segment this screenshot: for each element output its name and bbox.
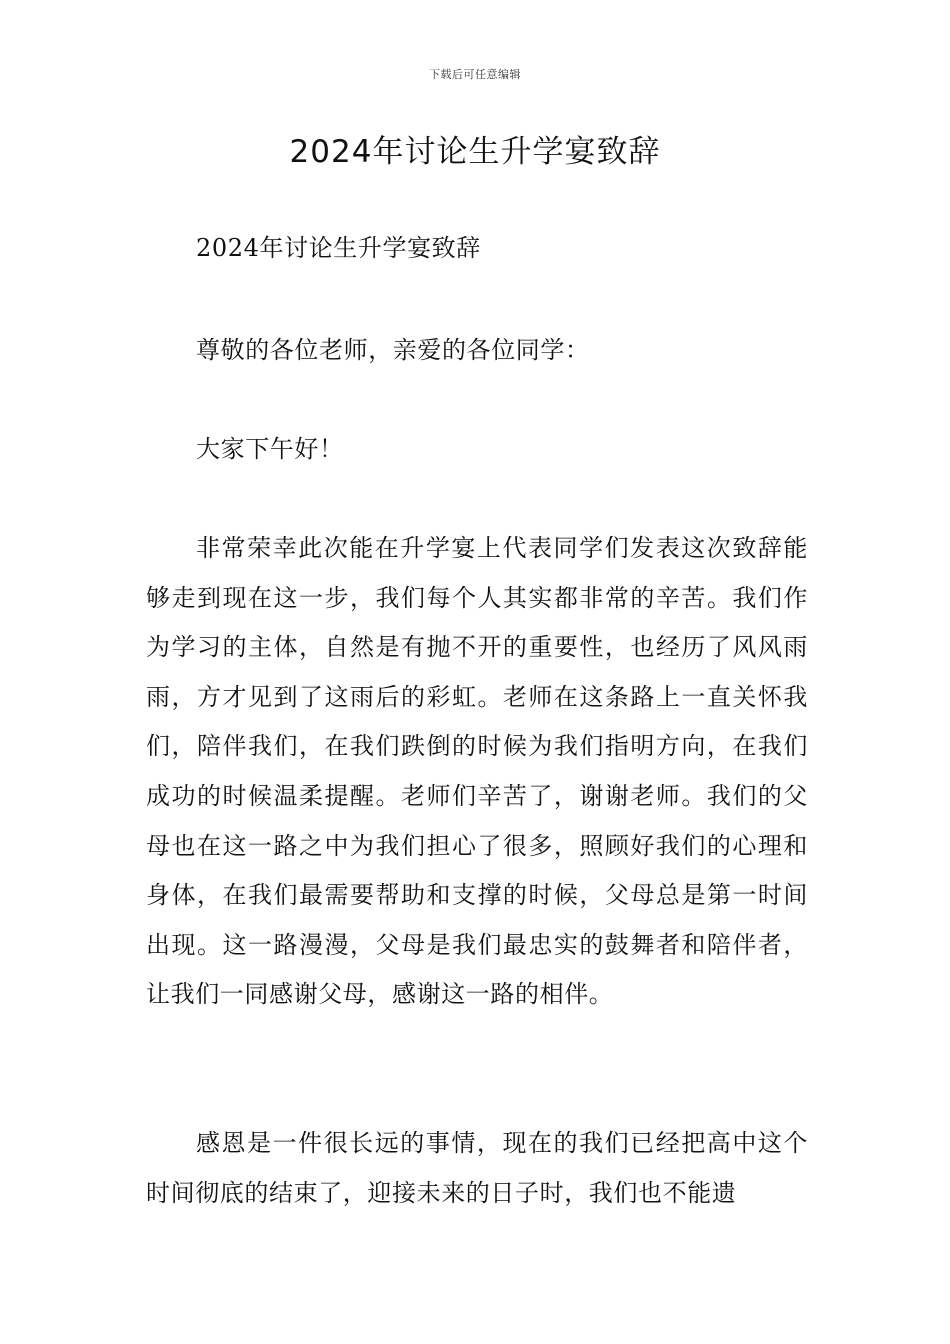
paragraph-body-1: 非常荣幸此次能在升学宴上代表同学们发表这次致辞能够走到现在这一步，我们每个人其实都非常的辛苦。我们作为学习的主体，自然是有抛不开的重要性，也经历了风风雨雨，方才见到了这雨后的彩虹。老师在这条路上一直关怀我们，陪伴我们，在我们跌倒的时候为我们指明方向，在我们成功的时候温柔提醒。老师们辛苦了，谢谢老师。我们的父母也在这一路之中为我们担心了很多，照顾好我们的心理和身体，在我们最需要帮助和支撑的时候，父母总是第一时间出现。这一路漫漫，父母是我们最忠实的鼓舞者和陪伴者，让我们一同感谢父母，感谢这一路的相伴。 bbox=[146, 534, 808, 1009]
paragraph-body-2: 感恩是一件很长远的事情，现在的我们已经把高中这个时间彻底的结束了，迎接未来的日子时，我们也不能遗 bbox=[146, 1129, 808, 1207]
page-title: 2024年讨论生升学宴致辞 bbox=[289, 134, 661, 170]
paragraph-greeting: 大家下午好！ bbox=[196, 435, 344, 463]
header-note: 下载后可任意编辑 bbox=[429, 68, 521, 81]
paragraph-salutation: 尊敬的各位老师，亲爱的各位同学： bbox=[196, 336, 590, 364]
paragraph-subtitle: 2024年讨论生升学宴致辞 bbox=[196, 234, 481, 262]
